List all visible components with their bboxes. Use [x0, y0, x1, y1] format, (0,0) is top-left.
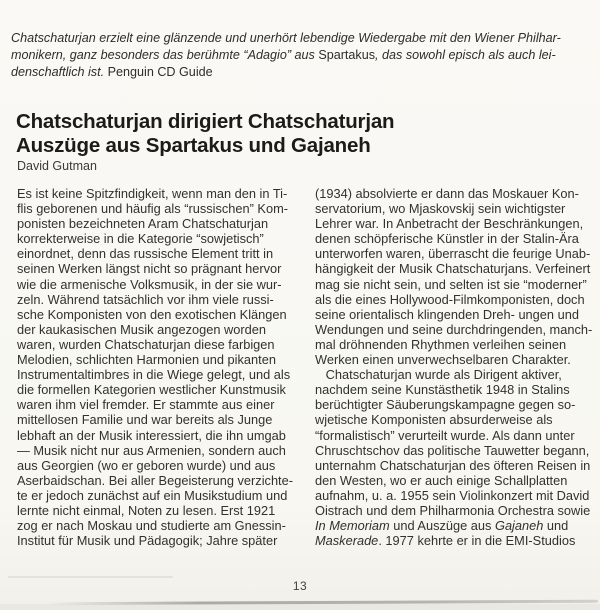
- text-line: “formalistisch” verurteilt wurde. Als dann unter: [315, 427, 575, 443]
- text-line: als die eines Hollywood-Filmkomponisten, doch: [315, 291, 585, 307]
- text-line: Chatschaturjan wurde als Dirigent aktiver,: [315, 367, 562, 383]
- text-line: mittellosen Familie und war bereits als Junge: [17, 412, 273, 428]
- text-line: berüchtigter Säuberungskampagne gegen so-: [315, 397, 576, 413]
- text-line: In Memoriam und Auszüge aus Gajaneh und: [315, 518, 569, 534]
- text-line: mal dröhnenden Rhythmen verleihen seinen: [315, 336, 567, 352]
- text-line: zog er nach Moskau und studierte am Gnessin-: [17, 518, 286, 534]
- text-line: sche Komponisten von den exotischen Klängen: [17, 306, 287, 322]
- text-line: Oistrach und dem Philharmonia Orchestra sowie: [315, 502, 591, 518]
- text-line: seinen Werken längst nicht so prägnant hervor: [17, 261, 282, 277]
- text-line: unternahm Chatschaturjan des öfteren Reisen in: [315, 457, 591, 473]
- text-line: den Westen, wo er auch einige Schallplatten: [315, 472, 568, 488]
- text-line: monikern, ganz besonders das berühmte “Adagio” aus Spartakus, das sowohl episch als auch lei-: [11, 48, 556, 62]
- text-line: denen schöpferische Künstler in der Stalin-Ära: [315, 231, 579, 247]
- text-line: Werken einen unverwechselbaren Charakter.: [315, 352, 571, 368]
- text-line: denschaftlich ist. Penguin CD Guide: [11, 65, 213, 79]
- text-line: lebhaft an der Musik interessiert, die ihn umgab: [17, 427, 286, 443]
- text-column-right: [315, 186, 598, 548]
- text-line: Chatschaturjan erzielt eine glänzende und unerhört lebendige Wiedergabe mit den Wiener Philhar-: [11, 31, 561, 45]
- text-line: Lehrer war. In Anbetracht der Beschränkungen,: [315, 216, 584, 232]
- text-line: Aserbaidschan. Bei aller Begeisterung verzichte-: [17, 472, 293, 488]
- text-line: unterworfen waren, überrascht die feurige Unab-: [315, 246, 591, 262]
- text-line: Wendungen und seine durchdringenden, manch-: [315, 321, 593, 337]
- text-line: Maskerade. 1977 kehrte er in die EMI-Studios: [315, 533, 576, 549]
- press-quote: [11, 30, 595, 81]
- text-line: die formellen Kategorien westlicher Kunstmusik: [17, 382, 286, 398]
- text-line: — Musik nicht nur aus Armenien, sondern auch: [17, 442, 286, 458]
- text-line: hängigkeit der Musik Chatschaturjans. Verfeinert: [315, 261, 591, 277]
- text-line: wie die armenische Volksmusik, in der sie wur-: [17, 276, 282, 292]
- text-line: Institut für Musik und Pädagogik; Jahre später: [17, 533, 278, 549]
- text-line: wjetische Komponisten absurderweise als: [315, 412, 553, 428]
- text-line: mag sie nicht sein, und selten ist sie “moderner”: [315, 276, 587, 292]
- text-line: Es ist keine Spitzfindigkeit, wenn man den in Ti-: [17, 186, 288, 201]
- text-line: lernte nicht einmal, Noten zu lesen. Erst 1921: [17, 502, 276, 518]
- page-title-line-2: Auszüge aus Spartakus und Gajaneh: [16, 133, 371, 157]
- text-line: seine orientalisch klingenden Dreh- ungen und: [315, 306, 579, 322]
- text-line: Instrumentaltimbres in die Wiege gelegt, und als: [17, 367, 291, 383]
- text-line: (1934) absolvierte er dann das Moskauer Kon-: [315, 186, 579, 201]
- text-line: Chruschtschov das politische Tauwetter begann,: [315, 442, 590, 458]
- text-line: te er jedoch zunächst auf ein Musikstudium und: [17, 487, 288, 503]
- text-line: aufnahm, u. a. 1955 sein Violinkonzert mit David: [315, 487, 590, 503]
- text-line: waren ihm viel fremder. Er stammte aus einer: [17, 397, 275, 413]
- text-line: flis geborenen und häufig als “russischen” Kom-: [17, 201, 289, 217]
- text-line: korrekterweise in die Kategorie “sowjetisch”: [17, 231, 264, 247]
- page-title-line-1: Chatschaturjan dirigiert Chatschaturjan: [16, 110, 395, 133]
- text-line: servatorium, wo Mjaskovskij sein wichtigster: [315, 201, 566, 217]
- text-line: ponisten bezeichneten Aram Chatschaturjan: [17, 216, 269, 232]
- text-line: einordnet, denn das russische Element tritt in: [17, 246, 274, 262]
- scan-smudge-artifact: [8, 576, 173, 578]
- page-number: 13: [292, 579, 308, 593]
- scan-bottom-edge: [0, 604, 600, 610]
- text-line: aus Georgien (wo er geboren wurde) und aus: [17, 457, 276, 473]
- text-line: zeln. Während tatsächlich vor ihm viele russi-: [17, 291, 274, 307]
- text-line: der kaukasischen Musik angezogen worden: [17, 321, 266, 337]
- text-line: Melodien, schlichten Harmonien und pikanten: [17, 352, 276, 368]
- byline: David Gutman: [17, 159, 97, 173]
- text-column-left: [17, 186, 311, 548]
- page-title: [16, 110, 576, 157]
- text-line: nachdem seine Kunstästhetik 1948 in Stalins: [315, 382, 570, 398]
- text-line: waren, wurden Chatschaturjan diese farbigen: [17, 336, 275, 352]
